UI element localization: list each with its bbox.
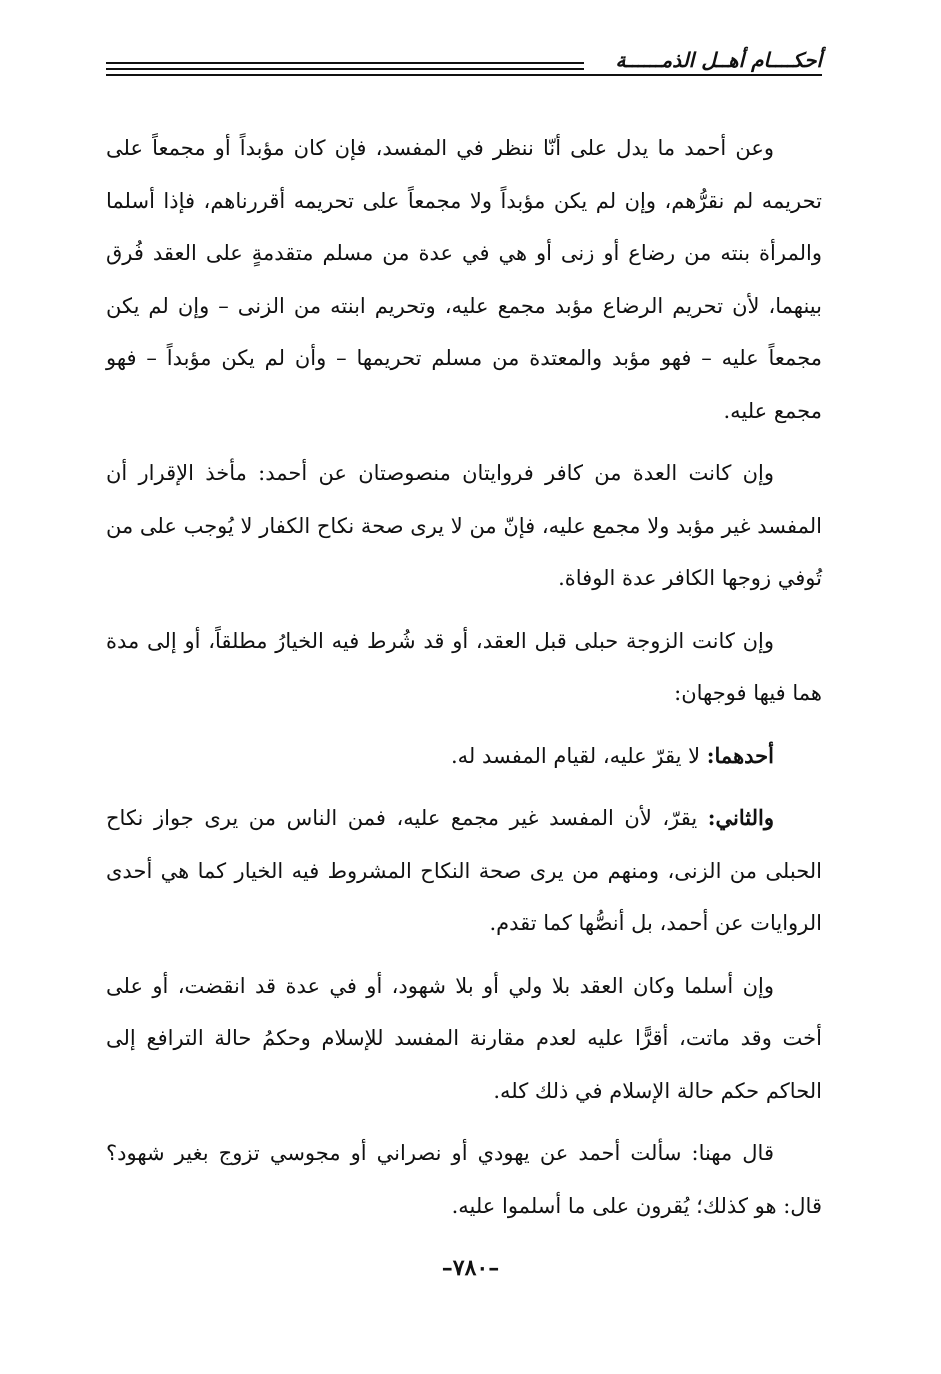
paragraph bbox=[106, 122, 822, 437]
paragraph-text: وإن كانت الزوجة حبلى قبل العقد، أو قد شُرط فيه الخيارُ مطلقاً، أو إلى مدة هما فيها فوجهان: bbox=[106, 628, 822, 705]
paragraph bbox=[106, 730, 822, 783]
running-title: أحكــــام أهــل الذمــــــة bbox=[615, 48, 822, 72]
paragraph bbox=[106, 960, 822, 1118]
paragraph bbox=[106, 615, 822, 720]
paragraph bbox=[106, 792, 822, 950]
page-number: –٧٨٠– bbox=[441, 1255, 500, 1281]
paragraph-text: وإن أسلما وكان العقد بلا ولي أو بلا شهود، أو في عدة قد انقضت، أو على أخت وقد ماتت، أقرًّا عليه لعدم مقارنة المفسد للإسلام وحكمُ حالة الترافع إلى الحاكم حكم حالة الإسلام في ذلك كله. bbox=[106, 973, 822, 1103]
paragraph-lead: والثاني: bbox=[707, 805, 774, 830]
header-rule bbox=[106, 68, 584, 70]
paragraph-text: يقرّ، لأن المفسد غير مجمع عليه، فمن الناس من يرى جواز نكاح الحبلى من الزنى، ومنهم من يرى صحة النكاح المشروط فيه الخيار كما هي أحدى الروايات عن أحمد، بل أنصُّها كما تقدم. bbox=[106, 806, 822, 935]
paragraph bbox=[106, 447, 822, 605]
paragraph-text: قال مهنا: سألت أحمد عن يهودي أو نصراني أو مجوسي تزوج بغير شهود؟ قال: هو كذلك؛ يُقرون على ما أسلموا عليه. bbox=[106, 1141, 822, 1218]
page-body bbox=[106, 122, 822, 1242]
paragraph-text: وعن أحمد ما يدل على أنّا ننظر في المفسد، فإن كان مؤبداً أو مجمعاً على تحريمه لم نقرُّهم، وإن لم يكن مؤبداً ولا مجمعاً على تحريمه أقررناهم، فإذا أسلما والمرأة بنته من رضاع أو زنى أو هي في عدة من مسلم متقدمةٍ على العقد فُرق بينهما، لأن تحريم الرضاع مؤبد مجمع عليه، وتحريم ابنته من الزنى – وإن لم يكن مجمعاً عليه – فهو مؤبد والمعتدة من مسلم تحريمها – وأن لم يكن مؤبداً – فهو مجمع عليه. bbox=[106, 136, 822, 423]
running-header bbox=[106, 40, 822, 82]
paragraph-text: لا يقرّ عليه، لقيام المفسد له. bbox=[450, 743, 707, 768]
paragraph bbox=[106, 1127, 822, 1232]
paragraph-lead: أحدهما: bbox=[706, 742, 774, 768]
paragraph-text: وإن كانت العدة من كافر فروايتان منصوصتان عن أحمد: مأخذ الإقرار أن المفسد غير مؤبد ولا مجمع عليه، فإنّ من لا يرى صحة نكاح الكفار لا يُوجب على من تُوفي زوجها الكافر عدة الوفاة. bbox=[106, 461, 822, 590]
header-rule bbox=[106, 74, 822, 76]
header-rule bbox=[106, 62, 584, 64]
